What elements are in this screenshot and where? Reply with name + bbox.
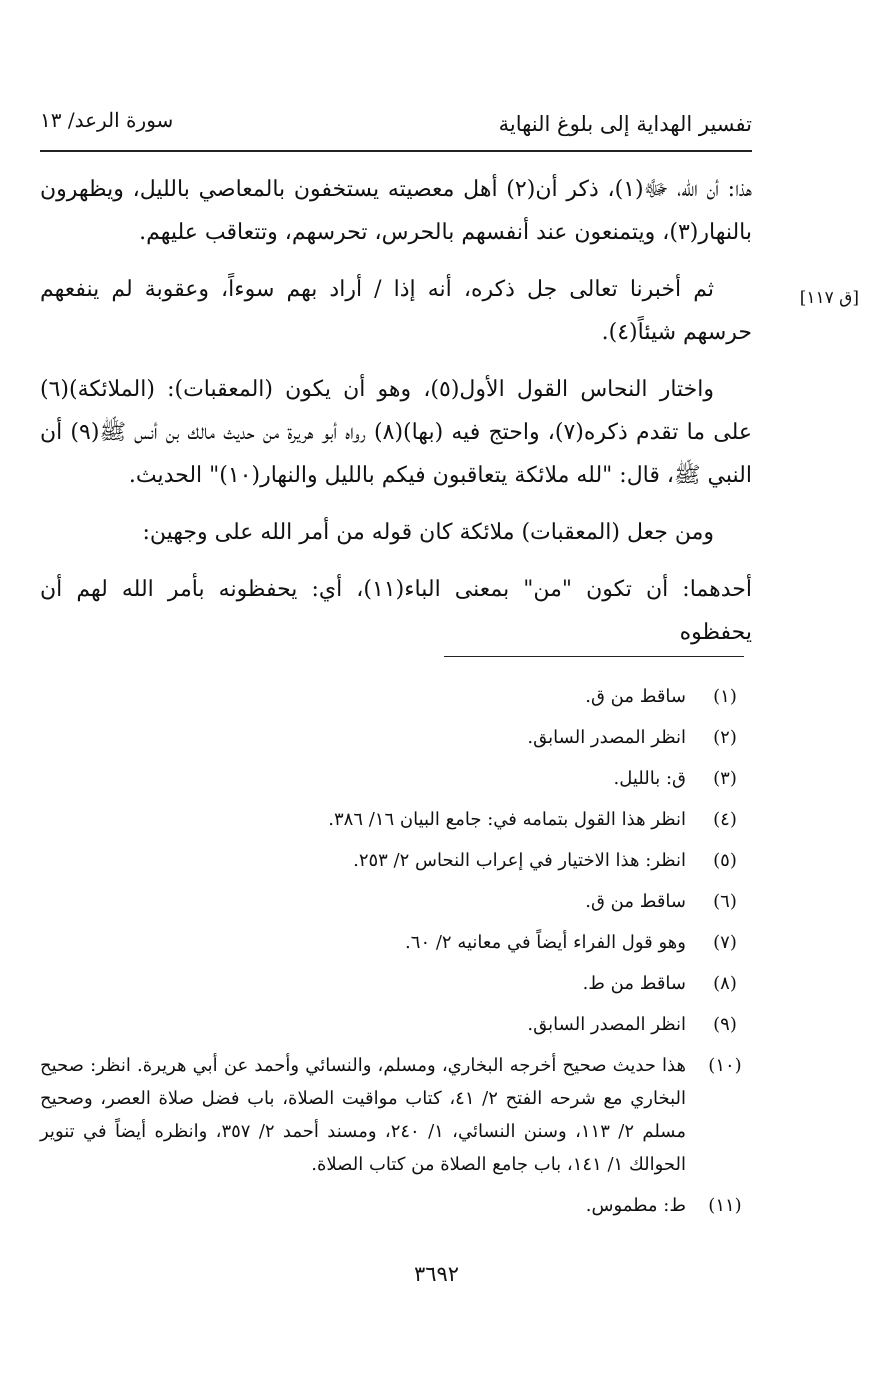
footnote-text: ساقط من ط. xyxy=(582,973,686,994)
footnote xyxy=(40,1008,752,1041)
page-number: ٣٦٩٢ xyxy=(413,1262,460,1286)
footnote-number: (١٠) xyxy=(708,1055,742,1076)
footnote-number: (٩) xyxy=(713,1014,737,1035)
footnote-text: ساقط من ق. xyxy=(585,686,686,707)
running-header xyxy=(40,104,752,144)
footnote-number: (٦) xyxy=(713,891,737,912)
footnote-text: هذا حديث صحيح أخرجه البخاري، ومسلم، والنسائي وأحمد عن أبي هريرة. انظر: صحيح البخاري مع شرحه الفتح ٢/ ٤١، كتاب مواقيت الصلاة، باب فضل صلاة العصر، وصحيح مسلم ٢/ ١١٣، وسنن النسائي، ١/ ٢٤٠، ومسند أحمد ٢/ ٣٥٧، وانظره أيضاً في تنوير الحوالك ١/ ١٤١، باب جامع الصلاة من كتاب الصلاة. xyxy=(40,1055,686,1175)
paragraph: هذا: أن الله، ﷻ(١)، ذكر أن(٢) أهل معصيته يستخفون بالمعاصي بالليل، ويظهرون بالنهار(٣)، ويتمنعون عند أنفسهم بالحرس، تحرسهم، وتتعاقب عليهم. xyxy=(40,177,752,245)
surah-label: سورة الرعد/ ١٣ xyxy=(40,108,174,132)
footnote-text: ساقط من ق. xyxy=(585,891,686,912)
footnote-text: ق: بالليل. xyxy=(613,768,686,789)
footnote-number: (٢) xyxy=(713,727,737,748)
footnote-text: انظر: هذا الاختيار في إعراب النحاس ٢/ ٢٥٣. xyxy=(353,850,686,871)
footnote xyxy=(40,1049,752,1181)
footnote xyxy=(40,721,752,754)
footnote-number: (١) xyxy=(713,686,737,707)
paragraph: ومن جعل (المعقبات) ملائكة كان قوله من أمر الله على وجهين: xyxy=(142,520,714,545)
footnote xyxy=(40,967,752,1000)
footnote-text: انظر المصدر السابق. xyxy=(527,1014,686,1035)
footnote-text: انظر المصدر السابق. xyxy=(527,727,686,748)
footnote-divider xyxy=(444,656,744,657)
footnote-number: (٨) xyxy=(713,973,737,994)
footnote-number: (٤) xyxy=(713,809,737,830)
footnote-number: (٣) xyxy=(713,768,737,789)
footnote-text: ط: مطموس. xyxy=(585,1195,686,1216)
footnote xyxy=(40,1189,752,1222)
paragraph: واختار النحاس القول الأول(٥)، وهو أن يكون (المعقبات): (الملائكة)(٦) على ما تقدم ذكره(٧)، واحتج فيه (بها)(٨) رواه أبو هريرة من حديث مالك بن أنس ﷺ(٩) أن النبي ﷺ، قال: "لله ملائكة يتعاقبون فيكم بالليل والنهار(١٠)" الحديث. xyxy=(40,377,752,488)
footnote xyxy=(40,680,752,713)
paragraph: أحدهما: أن تكون "من" بمعنى الباء(١١)، أي: يحفظونه بأمر الله لهم أن يحفظوه xyxy=(40,577,752,645)
paragraph: ثم أخبرنا تعالى جل ذكره، أنه إذا / أراد بهم سوءاً، وعقوبة لم ينفعهم حرسهم شيئاً(٤). xyxy=(40,277,752,345)
footnote xyxy=(40,803,752,836)
footnote-number: (٧) xyxy=(713,932,737,953)
book-title: تفسير الهداية إلى بلوغ النهاية xyxy=(498,112,752,136)
footnote-number: (١١) xyxy=(708,1195,742,1216)
header-divider xyxy=(40,150,752,152)
manuscript-folio-reference: [ق ١١٧] xyxy=(799,288,859,308)
footnote xyxy=(40,762,752,795)
footnote xyxy=(40,885,752,918)
footnote-number: (٥) xyxy=(713,850,737,871)
footnote xyxy=(40,926,752,959)
footnote-text: انظر هذا القول بتمامه في: جامع البيان ١٦/ ٣٨٦. xyxy=(328,809,686,830)
footnote xyxy=(40,844,752,877)
footnotes xyxy=(40,680,752,1230)
main-text xyxy=(40,168,752,668)
footnote-text: وهو قول الفراء أيضاً في معانيه ٢/ ٦٠. xyxy=(405,932,686,953)
